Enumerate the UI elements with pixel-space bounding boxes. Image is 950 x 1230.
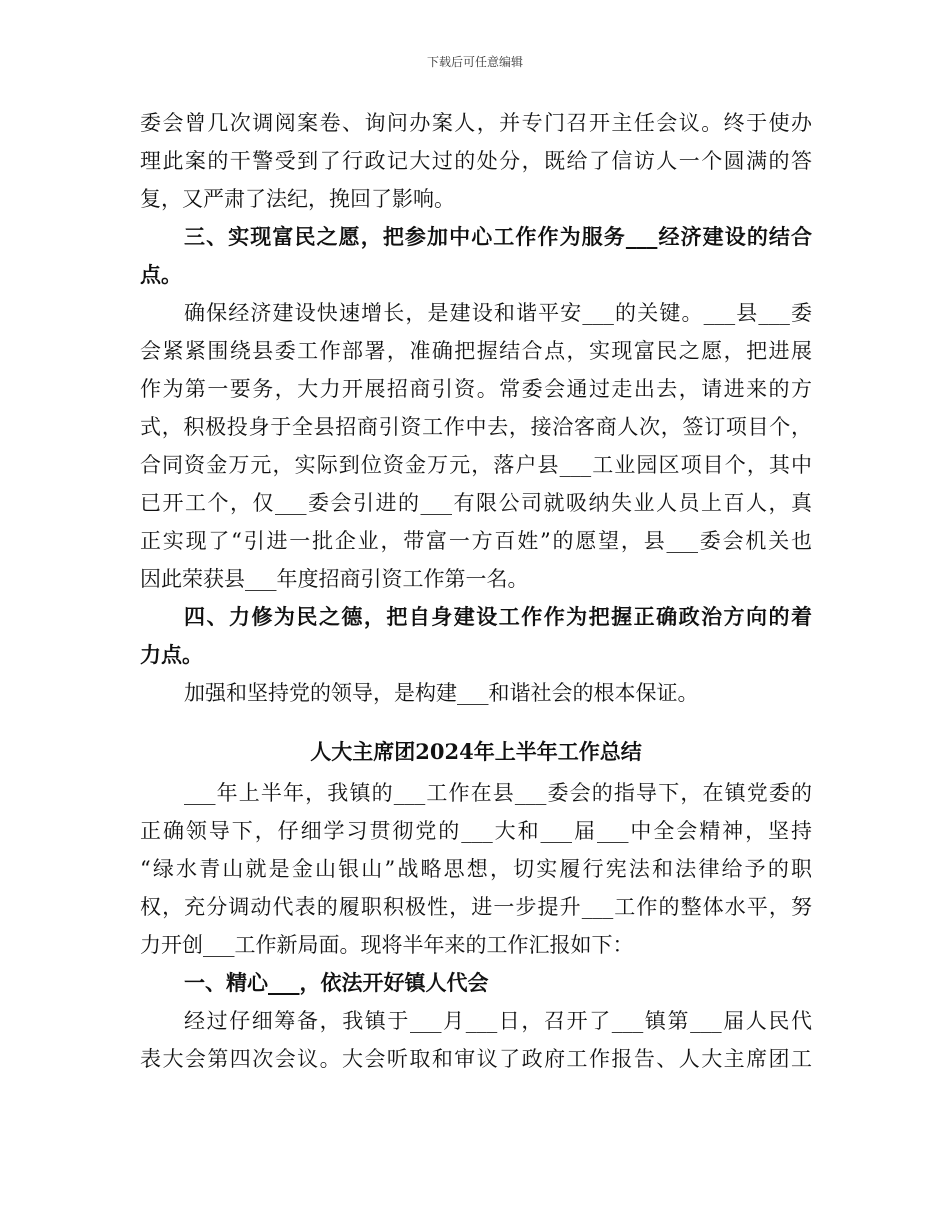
paragraph-line: 权，充分调动代表的履职积极性，进一步提升___工作的整体水平，努 — [140, 895, 812, 919]
paragraph-line: 表大会第四次会议。大会听取和审议了政府工作报告、人大主席团工 — [140, 1047, 812, 1071]
paragraph-line: 复，又严肃了法纪，挽回了影响。 — [140, 187, 455, 211]
paragraph-line: 力开创___工作新局面。现将半年来的工作汇报如下： — [140, 933, 634, 957]
paragraph-line: 委会曾几次调阅案卷、询问办案人，并专门召开主任会议。终于使办 — [140, 111, 812, 135]
paragraph-line: 加强和坚持党的领导，是构建___和谐社会的根本保证。 — [184, 681, 699, 705]
section-heading-line: 点。 — [140, 262, 182, 287]
paragraph-line: 会紧紧围绕县委工作部署，准确把握结合点，实现富民之愿，把进展 — [140, 339, 812, 363]
document-title: 人大主席团2024年上半年工作总结 — [310, 739, 642, 764]
paragraph-line: 正实现了“引进一批企业，带富一方百姓”的愿望，县___委会机关也 — [140, 529, 812, 553]
header-note: 下载后可任意编辑 — [426, 55, 523, 69]
section-heading-line: 力点。 — [140, 642, 203, 667]
paragraph-line: 作为第一要务，大力开展招商引资。常委会通过走出去，请进来的方 — [140, 377, 812, 401]
paragraph-line: 已开工个，仅___委会引进的___有限公司就吸纳失业人员上百人，真 — [140, 491, 812, 515]
paragraph-line: 确保经济建设快速增长，是建设和谐平安___的关键。___县___委 — [184, 301, 812, 325]
section-heading-line: 一、精心___，依法开好镇人代会 — [184, 970, 489, 995]
paragraph-line: 因此荣获县___年度招商引资工作第一名。 — [140, 567, 529, 591]
paragraph-line: ___年上半年，我镇的___工作在县___委会的指导下，在镇党委的 — [184, 781, 812, 805]
document-body — [140, 104, 812, 1078]
section-previous-content — [140, 104, 812, 712]
paragraph-line: 经过仔细筹备，我镇于___月___日，召开了___镇第___届人民代 — [184, 1009, 812, 1033]
paragraph-line: 正确领导下，仔细学习贯彻党的___大和___届___中全会精神，坚持 — [140, 819, 812, 843]
section-summary-content — [140, 774, 812, 1078]
paragraph-line: 合同资金万元，实际到位资金万元，落户县___工业园区项目个，其中 — [140, 453, 812, 477]
paragraph-line: 理此案的干警受到了行政记大过的处分，既给了信访人一个圆满的答 — [140, 149, 812, 173]
paragraph-line: 式，积极投身于全县招商引资工作中去，接洽客商人次，签订项目个， — [140, 415, 812, 439]
section-heading-line: 三、实现富民之愿，把参加中心工作作为服务___经济建设的结合 — [184, 224, 812, 249]
paragraph-line: “绿水青山就是金山银山”战略思想，切实履行宪法和法律给予的职 — [140, 857, 812, 881]
section-heading-line: 四、力修为民之德，把自身建设工作作为把握正确政治方向的着 — [184, 604, 812, 629]
